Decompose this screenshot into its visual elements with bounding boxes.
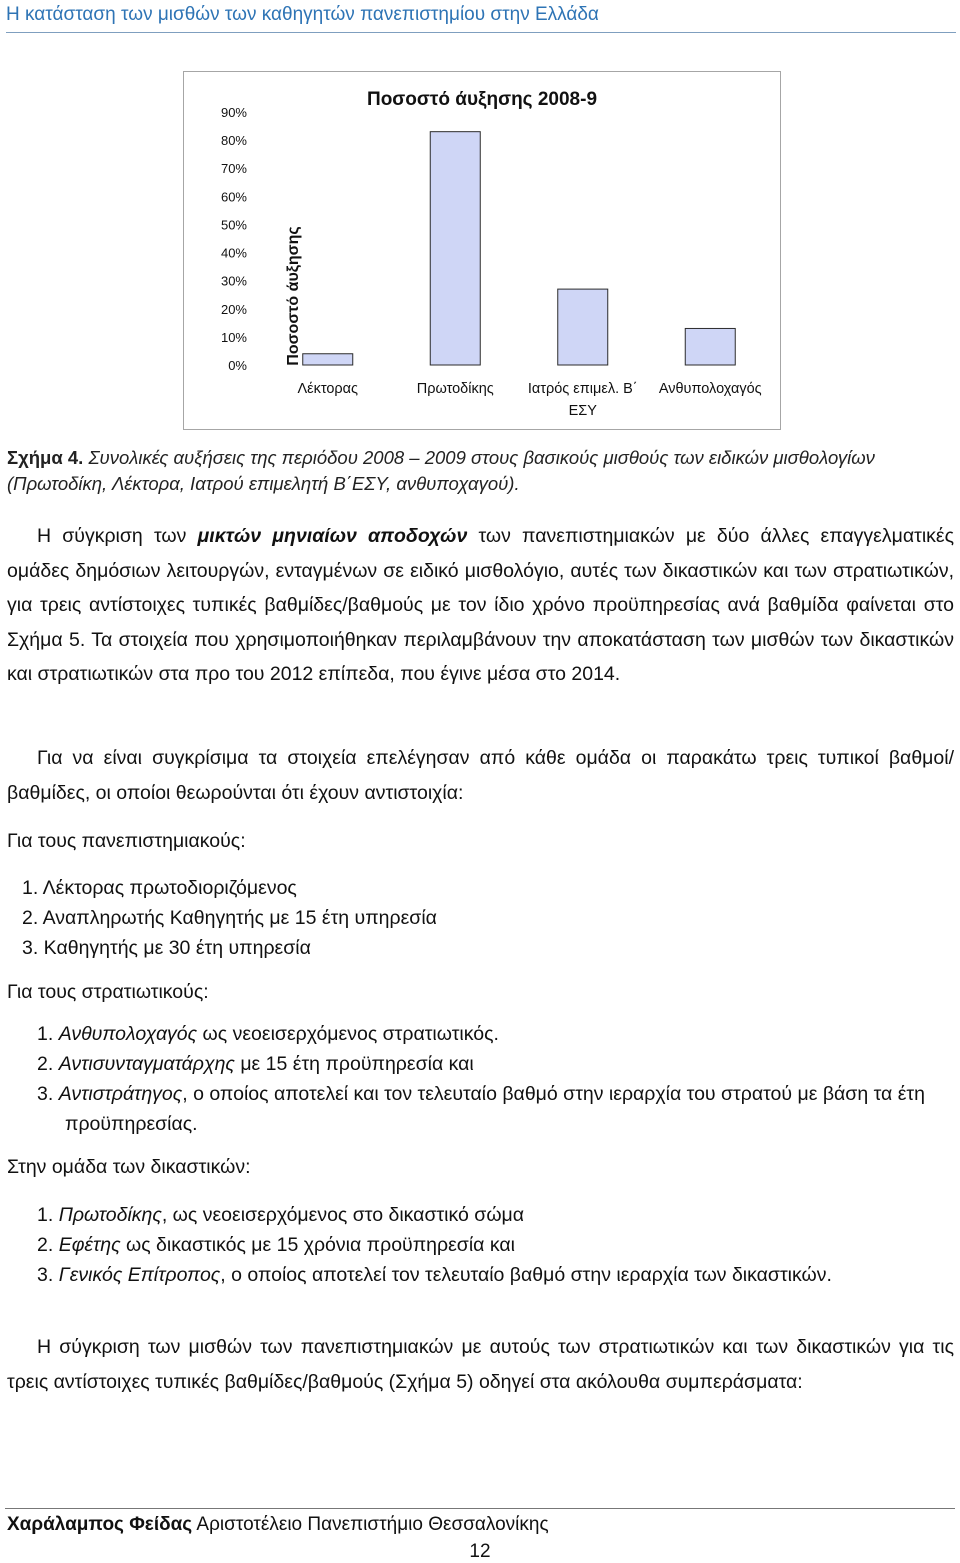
- list-item: 3. Γενικός Επίτροπος, ο οποίος αποτελεί τον τελευταίο βαθμό στην ιεραρχία των δικαστικών.: [37, 1264, 832, 1286]
- group-heading-military: Για τους στρατιωτικούς:: [7, 981, 209, 1003]
- p1-emphasis: μικτών μηνιαίων αποδοχών: [197, 525, 468, 547]
- x-tick-label: Ανθυπολοχαγός: [658, 381, 762, 397]
- list-item: 3. Καθηγητής με 30 έτη υπηρεσία: [22, 937, 311, 959]
- list-item: 1. Λέκτορας πρωτοδιοριζόμενος: [22, 877, 297, 899]
- paragraph-selection: Για να είναι συγκρίσιμα τα στοιχεία επελέγησαν από κάθε ομάδα οι παρακάτω τρεις τυπικοί βαθμοί/βαθμίδες, οι οποίοι θεωρούνται ότι έχουν αντιστοιχία:: [7, 747, 954, 804]
- list-item: 2. Αναπληρωτής Καθηγητής με 15 έτη υπηρεσία: [22, 907, 437, 929]
- list-item: 2. Αντισυνταγματάρχης με 15 έτη προϋπηρεσία και: [37, 1053, 474, 1075]
- y-tick-label: 20%: [220, 301, 247, 317]
- page-number: 12: [469, 1541, 491, 1562]
- list-item: 2. Εφέτης ως δικαστικός με 15 χρόνια προϋπηρεσία και: [37, 1234, 515, 1256]
- bar: [430, 132, 480, 365]
- chart-y-axis-label: Ποσοστό άυξησης: [285, 226, 302, 366]
- list-item: 3. Αντιστράτηγος, ο οποίος αποτελεί και τον τελευταίο βαθμό στην ιεραρχία του στρατού με βάση τα έτη προϋπηρεσίας.: [37, 1083, 925, 1135]
- footer: [7, 1514, 549, 1536]
- group-heading-judiciary: Στην ομάδα των δικαστικών:: [7, 1156, 251, 1178]
- bar: [303, 354, 353, 365]
- y-tick-label: 30%: [220, 273, 247, 289]
- x-tick-label: ΕΣΥ: [568, 403, 597, 419]
- footer-author: Χαράλαμπος Φείδας: [7, 1514, 193, 1535]
- bar: [685, 328, 735, 365]
- chart-title: Ποσοστό άυξησης 2008-9: [366, 89, 598, 110]
- paragraph-conclusions: Η σύγκριση των μισθών των πανεπιστημιακών με αυτούς των στρατιωτικών και των δικαστικών για τις τρεις αντίστοιχες τυπικές βαθμίδες/βαθμούς (Σχήμα 5) οδηγεί στα ακόλουθα συμπεράσματα:: [7, 1336, 954, 1393]
- y-tick-label: 0%: [228, 358, 247, 373]
- running-header: Η κατάσταση των μισθών των καθηγητών πανεπιστημίου στην Ελλάδα: [6, 4, 956, 33]
- x-tick-label: Ιατρός επιμελ. Β΄: [527, 381, 638, 397]
- group-heading-academics: Για τους πανεπιστημιακούς:: [7, 830, 246, 852]
- y-tick-label: 10%: [220, 329, 247, 345]
- p1-text-after: των πανεπιστημιακών με δύο άλλες επαγγελματικές ομάδες δημόσιων λειτουργών, ενταγμένων σε ειδικό μισθολόγιο, αυτές των δικαστικών και των στρατιωτικών, για τρεις αντίστοιχες τυπικές βαθμίδες/βαθμούς με τον ίδιο χρόνο προϋπηρεσίας ανά βαθμίδα φαίνεται στο Σχήμα 5. Τα στοιχεία που χρησιμοποιήθηκαν περιλαμβάνουν την αποκατάσταση των μισθών των δικαστικών και στρατιωτικών στα προ του 2012 επίπεδα, που έγινε μέσα στο 2014.: [7, 525, 954, 685]
- paragraph-comparison: [7, 519, 954, 692]
- footer-divider: [5, 1508, 955, 1509]
- y-tick-label: 40%: [220, 245, 247, 261]
- y-tick-label: 60%: [220, 189, 247, 205]
- list-item: 1. Πρωτοδίκης, ως νεοεισερχόμενος στο δικαστικό σώμα: [37, 1204, 525, 1226]
- bar-chart: [183, 71, 781, 430]
- caption-label: Σχήμα 4.: [7, 447, 84, 468]
- list-item: 1. Ανθυπολοχαγός ως νεοεισερχόμενος στρατιωτικός.: [37, 1023, 499, 1045]
- bar: [558, 289, 608, 365]
- y-tick-label: 70%: [220, 161, 247, 177]
- y-tick-label: 80%: [220, 133, 247, 149]
- x-tick-label: Λέκτορας: [297, 381, 359, 397]
- caption-text: Συνολικές αυξήσεις της περιόδου 2008 – 2009 στους βασικούς μισθούς των ειδικών μισθολογίων (Πρωτοδίκη, Λέκτορα, Ιατρού επιμελητή Β΄ΕΣΥ, ανθυποχαγού).: [7, 447, 875, 494]
- y-tick-label: 90%: [220, 105, 247, 120]
- y-tick-label: 50%: [220, 217, 247, 233]
- x-tick-label: Πρωτοδίκης: [416, 381, 494, 397]
- p1-text-before: Η σύγκριση των: [37, 525, 198, 547]
- bar-chart-plot: [184, 72, 780, 429]
- figure-caption: [7, 445, 952, 497]
- footer-affiliation: Αριστοτέλειο Πανεπιστήμιο Θεσσαλονίκης: [192, 1514, 549, 1535]
